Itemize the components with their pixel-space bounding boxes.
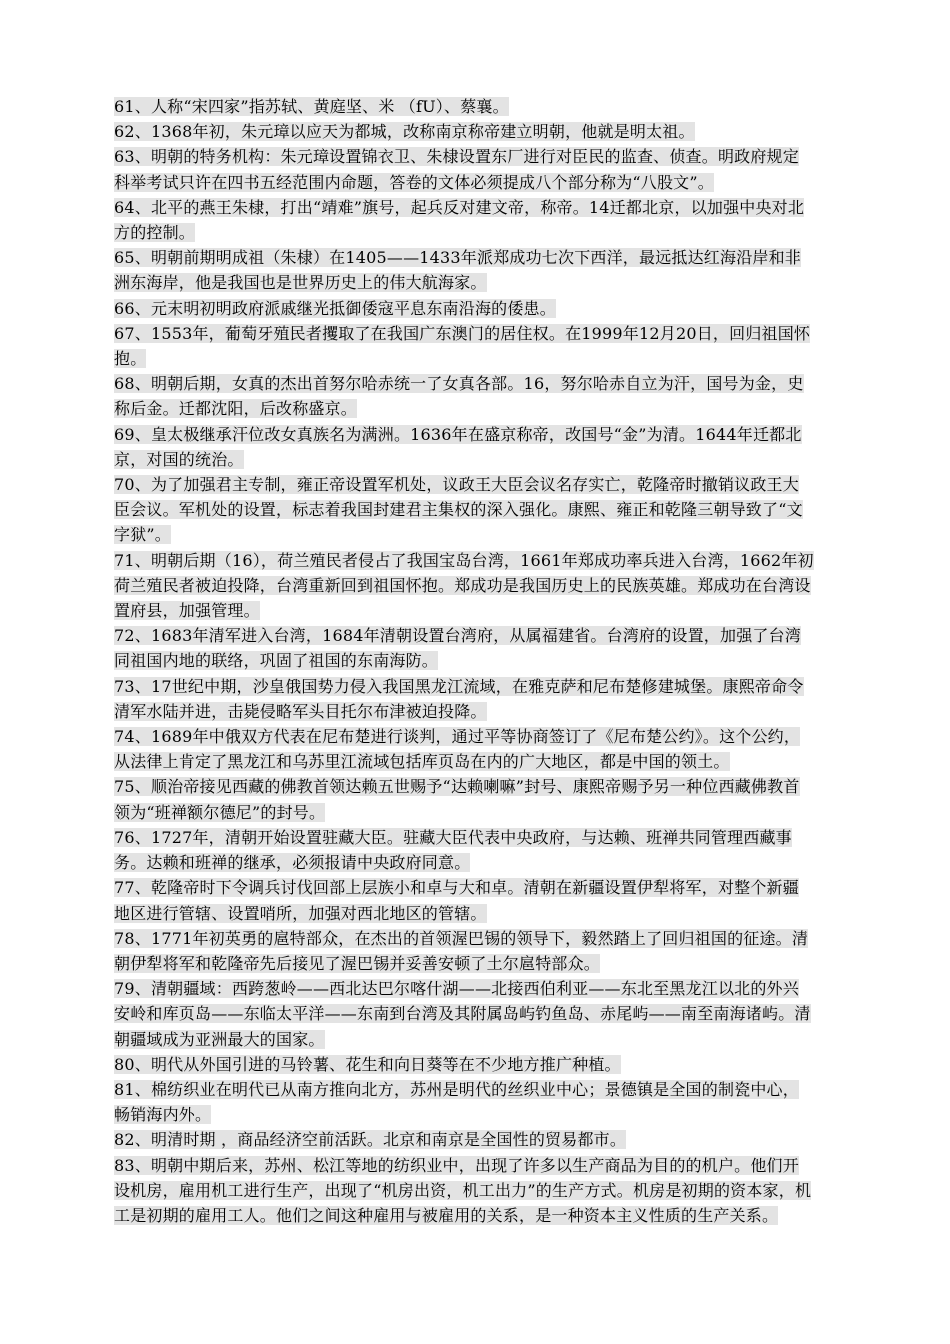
item-text: 66、元末明初明政府派戚继光抵御倭寇平息东南沿海的倭患。 (114, 298, 556, 318)
item-text: 65、明朝前期明成祖（朱棣）在1405——1433年派郑成功七次下西洋，最远抵达红海沿岸和非洲东海岸，他是我国也是世界历史上的伟大航海家。 (114, 248, 801, 293)
list-item (114, 1153, 814, 1229)
list-item (114, 245, 814, 295)
item-text: 75、顺治帝接见西藏的佛教首领达赖五世赐予“达赖喇嘛”封号、康熙帝赐予另一种位西藏佛教首领为“班禅额尔德尼”的封号。 (114, 777, 800, 822)
list-item (114, 371, 814, 421)
list-item (114, 976, 814, 1052)
list-item (114, 144, 814, 194)
item-text: 67、1553年，葡萄牙殖民者攫取了在我国广东澳门的居住权。在1999年12月20日，回归祖国怀抱。 (114, 323, 811, 369)
item-text: 80、明代从外国引进的马铃薯、花生和向日葵等在不少地方推广种植。 (114, 1054, 621, 1074)
item-text: 83、明朝中期后来，苏州、松江等地的纺织业中，出现了许多以生产商品为目的的机户。他们开设机房，雇用机工进行生产，出现了“机房出资，机工出力”的生产方式。机房是初期的资本家，机工是初期的雇用工人。他们之间这种雇用与被雇用的关系，是一种资本主义性质的生产关系。 (114, 1155, 812, 1225)
list-item (114, 1077, 814, 1127)
list-item (114, 472, 814, 548)
list-item (114, 422, 814, 472)
item-text: 70、为了加强君主专制，雍正帝设置军机处，议政王大臣会议名存实亡，乾隆帝时撤销议政王大臣会议。军机处的设置，标志着我国封建君主集权的深入强化。康熙、雍正和乾隆三朝导致了“文字狱”。 (114, 475, 803, 545)
item-text: 62、1368年初，朱元璋以应天为都城，改称南京称帝建立明朝，他就是明太祖。 (114, 122, 695, 142)
list-item (114, 94, 814, 119)
list-item (114, 724, 814, 774)
list-item (114, 195, 814, 245)
list-item (114, 119, 814, 144)
list-item (114, 875, 814, 925)
list-item (114, 623, 814, 673)
item-text: 79、清朝疆域：西跨葱岭——西北达巴尔喀什湖——北接西伯利亚——东北至黑龙江以北的外兴安岭和库页岛——东临太平洋——东南到台湾及其附属岛屿钓鱼岛、赤尾屿——南至南海诸屿。清朝疆域成为亚洲最大的国家。 (114, 979, 811, 1049)
item-text: 64、北平的燕王朱棣，打出“靖难”旗号，起兵反对建文帝，称帝。14迁都北京，以加强中央对北方的控制。 (114, 197, 805, 243)
item-text: 63、明朝的特务机构：朱元璋设置锦衣卫、朱棣设置东厂进行对臣民的监查、侦查。明政府规定科举考试只许在四书五经范围内命题，答卷的文体必须提成八个部分称为“八股文”。 (114, 147, 799, 192)
item-text: 61、人称“宋四家”指苏轼、黄庭坚、米 （fU）、蔡襄。 (114, 97, 509, 116)
item-text: 82、明清时期 ，商品经济空前活跃。北京和南京是全国性的贸易都市。 (114, 1130, 627, 1150)
item-text: 76、1727年，清朝开始设置驻藏大臣。驻藏大臣代表中央政府，与达赖、班禅共同管理西藏事务。达赖和班禅的继承，必须报请中央政府同意。 (114, 827, 792, 873)
item-text: 81、棉纺织业在明代已从南方推向北方，苏州是明代的丝织业中心；景德镇是全国的制瓷中心，畅销海内外。 (114, 1079, 799, 1125)
list-item (114, 548, 814, 624)
list-item (114, 926, 814, 976)
item-text: 68、明朝后期，女真的杰出首努尔哈赤统一了女真各部。16，努尔哈赤自立为汗，国号为金，史称后金。迁都沈阳，后改称盛京。 (114, 374, 804, 419)
list-item (114, 321, 814, 371)
item-text: 74、1689年中俄双方代表在尼布楚进行谈判，通过平等协商签订了《尼布楚公约》。这个公约，从法律上肯定了黑龙江和乌苏里江流域包括库页岛在内的广大地区，都是中国的领土。 (114, 727, 801, 772)
list-item (114, 1127, 814, 1152)
list-item (114, 674, 814, 724)
list-item (114, 296, 814, 321)
item-text: 72、1683年清军进入台湾，1684年清朝设置台湾府，从属福建省。台湾府的设置，加强了台湾同祖国内地的联络，巩固了祖国的东南海防。 (114, 626, 801, 671)
document-page (114, 94, 814, 1228)
list-item (114, 825, 814, 875)
item-text: 77、乾隆帝时下令调兵讨伐回部上层族小和卓与大和卓。清朝在新疆设置伊犁将军，对整个新疆地区进行管辖、设置哨所，加强对西北地区的管辖。 (114, 878, 799, 923)
item-text: 78、1771年初英勇的扈特部众，在杰出的首领渥巴锡的领导下，毅然踏上了回归祖国的征途。清朝伊犁将军和乾隆帝先后接见了渥巴锡并妥善安顿了土尔扈特部众。 (114, 928, 809, 973)
list-item (114, 774, 814, 824)
list-item (114, 1052, 814, 1077)
item-text: 71、明朝后期（16），荷兰殖民者侵占了我国宝岛台湾，1661年郑成功率兵进入台湾，1662年初荷兰殖民者被迫投降，台湾重新回到祖国怀抱。郑成功是我国历史上的民族英雄。郑成功在台湾设置府县，加强管理。 (114, 550, 814, 621)
item-text: 69、皇太极继承汗位改女真族名为满洲。1636年在盛京称帝，改国号“金”为清。1644年迁都北京，对国的统治。 (114, 424, 802, 469)
item-text: 73、17世纪中期，沙皇俄国势力侵入我国黑龙江流域，在雅克萨和尼布楚修建城堡。康熙帝命令清军水陆并进，击毙侵略军头目托尔布津被迫投降。 (114, 676, 804, 721)
